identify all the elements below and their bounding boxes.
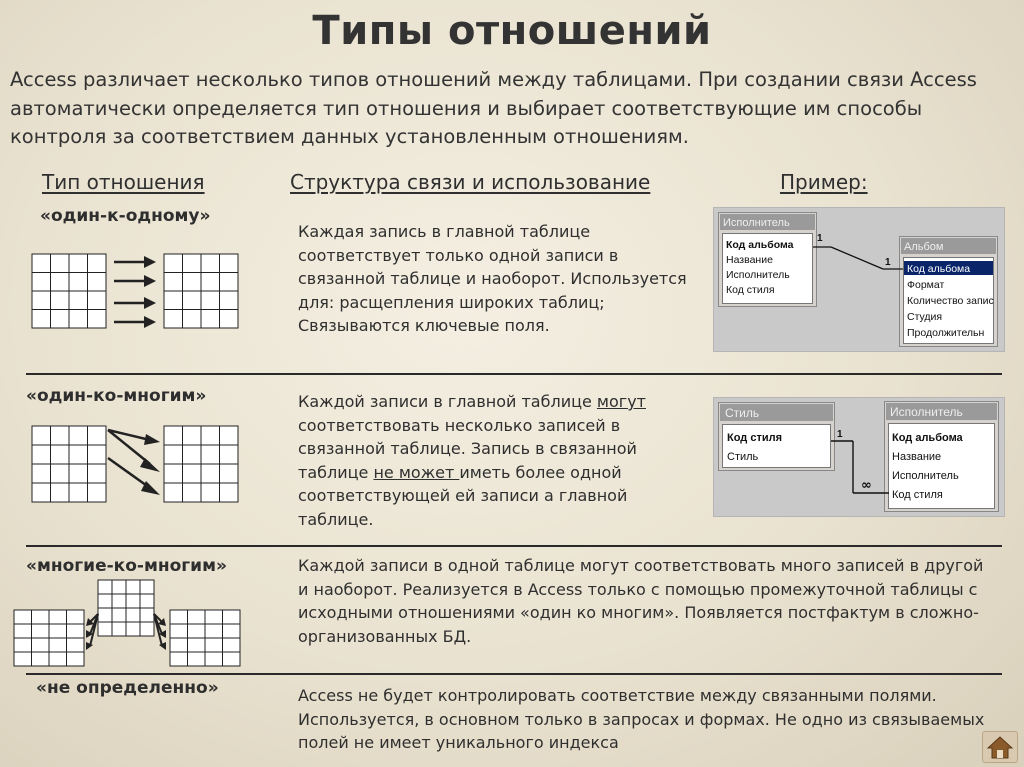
header-type: Тип отношения: [42, 170, 205, 194]
ex2-left-title: Стиль: [725, 406, 760, 420]
ex1-right-title: Альбом: [904, 241, 944, 253]
ex2-left-field: Код стиля: [727, 432, 782, 444]
ex1-left-field: Название: [726, 254, 773, 266]
home-button[interactable]: [982, 731, 1018, 763]
emphasis-can: могут: [596, 392, 646, 411]
ex1-right-field: Код альбома: [907, 263, 971, 275]
home-icon: [983, 732, 1017, 762]
ex2-card-left: 1: [837, 429, 843, 440]
type-many-to-many: «многие-ко-многим»: [26, 556, 227, 576]
many-to-many-diagram: [10, 578, 250, 670]
ex1-card-left: 1: [817, 233, 823, 244]
ex1-card-right: 1: [885, 257, 891, 268]
example-one-to-many: [713, 397, 1005, 517]
intro-text: Access различает несколько типов отношений между таблицами. При создании связи Access автоматически определяется тип отношения и выбирает соответствующие им способы контроля за соответствием данных установленным отношениям.: [10, 68, 977, 148]
ex1-right-field: Студия: [907, 311, 943, 323]
ex1-right-field: Формат: [907, 279, 945, 291]
row-divider: [26, 373, 1002, 375]
ex1-left-title: Исполнитель: [723, 217, 790, 229]
desc-many-to-many: Каждой записи в одной таблице могут соответствовать много записей в другой и наоборот. Реализуется в Access только с помощью промежуточной таблицы с исходными отношениями «один ко многим». Появляется постфактум в сложно- организованных БД.: [298, 556, 984, 646]
ex1-right-field: Количество запис: [907, 295, 994, 307]
ex1-left-field: Код стиля: [726, 284, 775, 296]
row-divider: [26, 545, 1002, 547]
ex2-right-field: Исполнитель: [892, 470, 959, 482]
desc-one-to-one: Каждая запись в главной таблице соответствует только одной записи в связанной таблице и наоборот. Используется для: расщепления широких таблиц; Связываются ключевые поля.: [298, 222, 687, 335]
header-structure: Структура связи и использование: [290, 170, 651, 194]
emphasis-cannot: не может: [373, 462, 460, 482]
ex1-right-field: Продолжительн: [907, 327, 985, 339]
ex2-card-right: ∞: [861, 478, 872, 493]
one-to-many-diagram: [28, 420, 244, 506]
desc-one-to-many: Каждой записи в главной таблице могут соответствовать несколько записей в связанной таблице. Запись в связанной таблице не может иметь более одной соответствующей ей записи а главной таблице.: [298, 392, 646, 529]
ex1-left-field: Код альбома: [726, 239, 794, 251]
type-undefined: «не определенно»: [36, 678, 219, 698]
ex1-left-field: Исполнитель: [726, 269, 790, 281]
type-one-to-many: «один-ко-многим»: [26, 386, 207, 406]
header-example: Пример:: [780, 170, 868, 194]
example-one-to-one: [713, 207, 1005, 352]
ex2-right-field: Код стиля: [892, 489, 943, 501]
ex2-right-title: Исполнитель: [890, 405, 963, 419]
type-one-to-one: «один-к-одному»: [40, 206, 211, 226]
row-divider: [26, 673, 1002, 675]
ex2-right-field: Название: [892, 451, 942, 463]
one-to-one-diagram: [28, 250, 244, 336]
page-title: Типы отношений: [312, 8, 712, 54]
desc-undefined: Access не будет контролировать соответствие между связанными полями. Используется, в основном только в запросах и формах. Не одно из связываемых полей не имеет уникального индекса: [298, 686, 985, 752]
ex2-left-field: Стиль: [727, 451, 759, 463]
ex2-right-field: Код альбома: [892, 432, 963, 444]
